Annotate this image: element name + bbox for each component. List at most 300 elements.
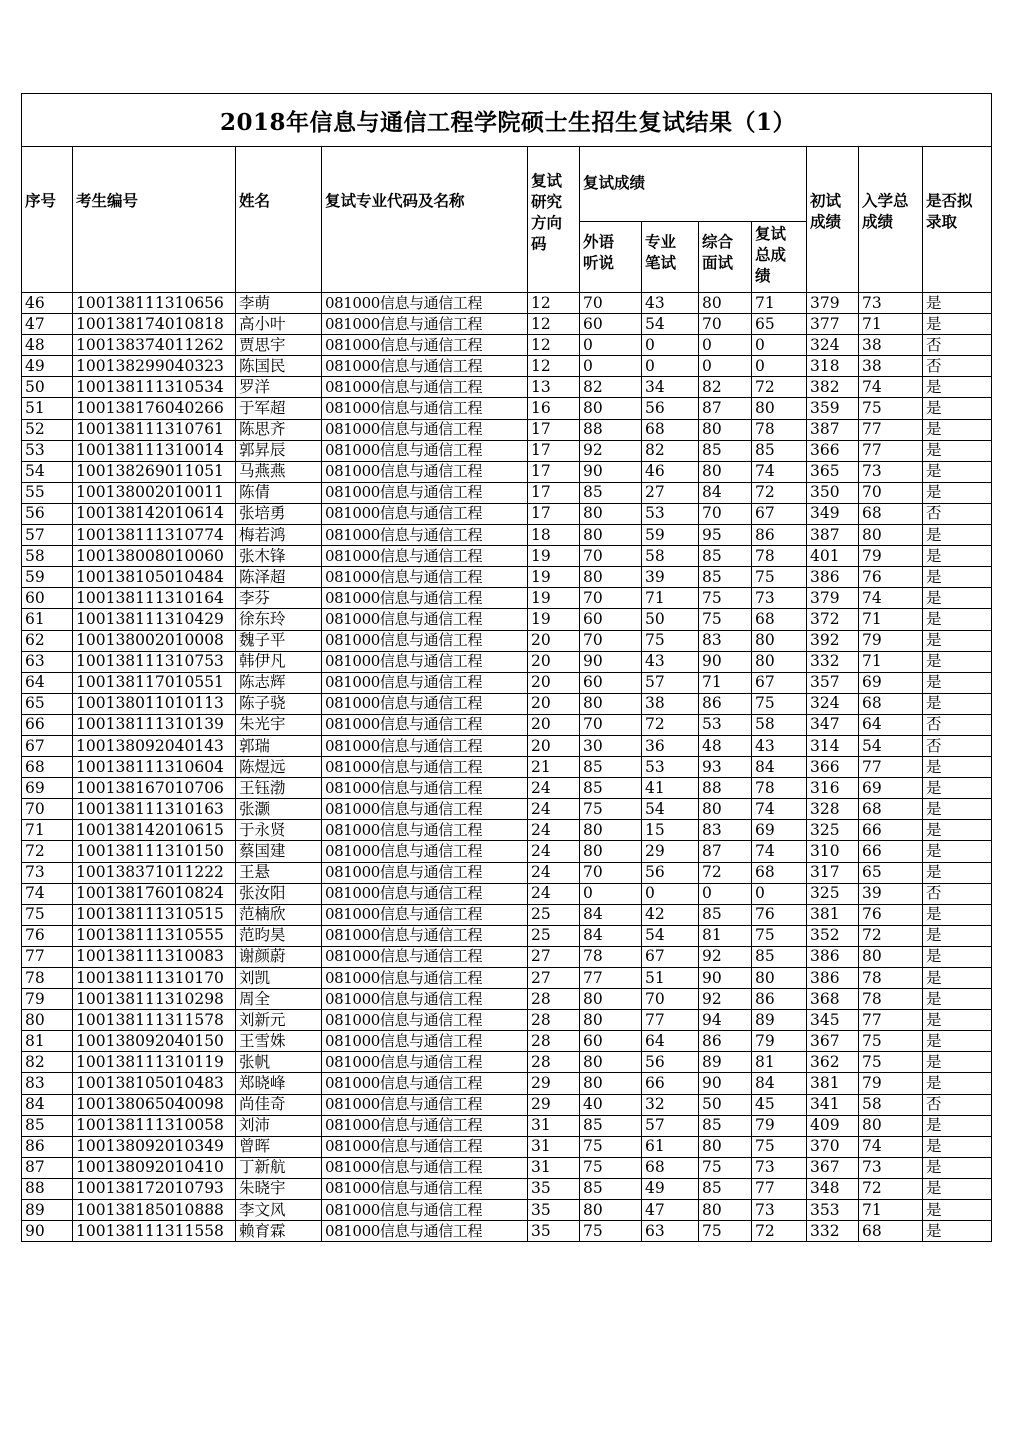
cell-admit: 是: [923, 1115, 992, 1136]
cell-admit: 是: [923, 398, 992, 419]
cell-major: 081000信息与通信工程: [322, 1136, 528, 1157]
cell-admission-total: 38: [859, 356, 923, 377]
cell-admission-total: 77: [859, 440, 923, 461]
cell-exam-no: 100138172010793: [73, 1178, 236, 1199]
page-title: 2018年信息与通信工程学院硕士生招生复试结果（1）: [22, 94, 992, 147]
cell-retest-total: 79: [752, 1115, 807, 1136]
cell-retest-total: 84: [752, 1073, 807, 1094]
cell-retest-total: 0: [752, 335, 807, 356]
cell-prelim: 379: [807, 588, 859, 609]
table-row: [22, 1178, 992, 1199]
cell-name: 李萌: [236, 293, 322, 314]
cell-foreign: 80: [580, 503, 642, 524]
cell-seq: 54: [22, 461, 73, 482]
cell-admit: 否: [923, 714, 992, 735]
cell-major: 081000信息与通信工程: [322, 1094, 528, 1115]
cell-admission-total: 72: [859, 1178, 923, 1199]
cell-direction: 35: [528, 1178, 580, 1199]
cell-retest-total: 69: [752, 820, 807, 841]
cell-admit: 是: [923, 799, 992, 820]
cell-prelim: 314: [807, 735, 859, 756]
cell-name: 陈志辉: [236, 672, 322, 693]
cell-prelim: 386: [807, 946, 859, 967]
cell-foreign: 30: [580, 735, 642, 756]
cell-interview: 71: [699, 672, 752, 693]
cell-admit: 是: [923, 672, 992, 693]
cell-prelim: 332: [807, 651, 859, 672]
cell-interview: 85: [699, 1178, 752, 1199]
cell-retest-total: 0: [752, 883, 807, 904]
cell-interview: 86: [699, 693, 752, 714]
table-row: [22, 503, 992, 524]
cell-interview: 81: [699, 925, 752, 946]
cell-admission-total: 73: [859, 461, 923, 482]
cell-admit: 是: [923, 525, 992, 546]
cell-major: 081000信息与通信工程: [322, 398, 528, 419]
cell-admission-total: 79: [859, 630, 923, 651]
table-row: [22, 820, 992, 841]
cell-direction: 25: [528, 904, 580, 925]
cell-prelim: 381: [807, 904, 859, 925]
cell-admit: 是: [923, 1073, 992, 1094]
cell-exam-no: 100138111310774: [73, 525, 236, 546]
cell-admission-total: 71: [859, 1200, 923, 1221]
cell-admit: 是: [923, 567, 992, 588]
cell-interview: 92: [699, 946, 752, 967]
cell-name: 张培勇: [236, 503, 322, 524]
table-row: [22, 1200, 992, 1221]
table-row: [22, 293, 992, 314]
cell-interview: 87: [699, 841, 752, 862]
cell-prelim: 349: [807, 503, 859, 524]
cell-direction: 17: [528, 461, 580, 482]
table-row: [22, 925, 992, 946]
cell-exam-no: 100138111311558: [73, 1221, 236, 1242]
cell-major: 081000信息与通信工程: [322, 1200, 528, 1221]
cell-foreign: 75: [580, 799, 642, 820]
cell-interview: 85: [699, 546, 752, 567]
cell-retest-total: 80: [752, 968, 807, 989]
cell-interview: 80: [699, 419, 752, 440]
cell-admission-total: 69: [859, 778, 923, 799]
cell-exam-no: 100138174010818: [73, 314, 236, 335]
cell-written: 0: [642, 335, 699, 356]
cell-written: 53: [642, 503, 699, 524]
cell-direction: 27: [528, 946, 580, 967]
cell-retest-total: 65: [752, 314, 807, 335]
cell-written: 38: [642, 693, 699, 714]
cell-direction: 29: [528, 1094, 580, 1115]
cell-seq: 72: [22, 841, 73, 862]
table-row: [22, 1010, 992, 1031]
cell-admit: 是: [923, 757, 992, 778]
cell-name: 朱晓宇: [236, 1178, 322, 1199]
cell-exam-no: 100138002010008: [73, 630, 236, 651]
cell-name: 王雪姝: [236, 1031, 322, 1052]
cell-prelim: 387: [807, 525, 859, 546]
cell-seq: 89: [22, 1200, 73, 1221]
cell-retest-total: 89: [752, 1010, 807, 1031]
cell-seq: 63: [22, 651, 73, 672]
cell-major: 081000信息与通信工程: [322, 482, 528, 503]
cell-prelim: 324: [807, 693, 859, 714]
cell-interview: 85: [699, 904, 752, 925]
cell-direction: 19: [528, 609, 580, 630]
cell-seq: 84: [22, 1094, 73, 1115]
cell-seq: 83: [22, 1073, 73, 1094]
cell-foreign: 80: [580, 820, 642, 841]
header-row-1: [22, 147, 992, 222]
table-row: [22, 461, 992, 482]
cell-exam-no: 100138008010060: [73, 546, 236, 567]
cell-seq: 67: [22, 735, 73, 756]
cell-retest-total: 74: [752, 461, 807, 482]
cell-seq: 60: [22, 588, 73, 609]
cell-major: 081000信息与通信工程: [322, 968, 528, 989]
cell-prelim: 386: [807, 968, 859, 989]
cell-retest-total: 78: [752, 546, 807, 567]
cell-direction: 17: [528, 482, 580, 503]
header-admit: 是否拟 录取: [923, 147, 992, 293]
cell-foreign: 80: [580, 841, 642, 862]
cell-seq: 66: [22, 714, 73, 735]
cell-admit: 是: [923, 440, 992, 461]
cell-foreign: 80: [580, 1073, 642, 1094]
cell-admit: 是: [923, 1031, 992, 1052]
cell-direction: 12: [528, 356, 580, 377]
cell-major: 081000信息与通信工程: [322, 1178, 528, 1199]
table-row: [22, 588, 992, 609]
cell-admission-total: 68: [859, 1221, 923, 1242]
cell-interview: 83: [699, 630, 752, 651]
cell-written: 56: [642, 862, 699, 883]
cell-retest-total: 74: [752, 841, 807, 862]
cell-admit: 是: [923, 419, 992, 440]
cell-exam-no: 100138185010888: [73, 1200, 236, 1221]
cell-exam-no: 100138111310753: [73, 651, 236, 672]
cell-prelim: 348: [807, 1178, 859, 1199]
cell-written: 77: [642, 1010, 699, 1031]
cell-admission-total: 39: [859, 883, 923, 904]
cell-major: 081000信息与通信工程: [322, 820, 528, 841]
cell-major: 081000信息与通信工程: [322, 503, 528, 524]
cell-foreign: 70: [580, 630, 642, 651]
cell-exam-no: 100138371011222: [73, 862, 236, 883]
cell-major: 081000信息与通信工程: [322, 1115, 528, 1136]
cell-seq: 58: [22, 546, 73, 567]
cell-name: 周全: [236, 989, 322, 1010]
cell-prelim: 345: [807, 1010, 859, 1031]
cell-seq: 57: [22, 525, 73, 546]
cell-seq: 77: [22, 946, 73, 967]
cell-foreign: 78: [580, 946, 642, 967]
cell-name: 范楠欣: [236, 904, 322, 925]
cell-major: 081000信息与通信工程: [322, 377, 528, 398]
cell-written: 57: [642, 1115, 699, 1136]
cell-admit: 是: [923, 1221, 992, 1242]
cell-interview: 85: [699, 1115, 752, 1136]
cell-major: 081000信息与通信工程: [322, 1052, 528, 1073]
header-interview: 综合 面试: [699, 222, 752, 293]
cell-admit: 是: [923, 651, 992, 672]
cell-major: 081000信息与通信工程: [322, 609, 528, 630]
cell-seq: 62: [22, 630, 73, 651]
cell-interview: 75: [699, 609, 752, 630]
cell-prelim: 409: [807, 1115, 859, 1136]
cell-prelim: 382: [807, 377, 859, 398]
cell-exam-no: 100138111310083: [73, 946, 236, 967]
cell-interview: 88: [699, 778, 752, 799]
cell-major: 081000信息与通信工程: [322, 778, 528, 799]
cell-written: 50: [642, 609, 699, 630]
cell-admission-total: 77: [859, 757, 923, 778]
cell-written: 70: [642, 989, 699, 1010]
cell-seq: 65: [22, 693, 73, 714]
cell-admission-total: 75: [859, 1031, 923, 1052]
cell-direction: 18: [528, 525, 580, 546]
cell-admission-total: 71: [859, 609, 923, 630]
cell-seq: 74: [22, 883, 73, 904]
cell-foreign: 0: [580, 356, 642, 377]
cell-admit: 否: [923, 883, 992, 904]
table-row: [22, 799, 992, 820]
cell-name: 张帆: [236, 1052, 322, 1073]
cell-admit: 是: [923, 1200, 992, 1221]
cell-foreign: 88: [580, 419, 642, 440]
table-row: [22, 567, 992, 588]
cell-foreign: 90: [580, 651, 642, 672]
cell-written: 49: [642, 1178, 699, 1199]
cell-major: 081000信息与通信工程: [322, 714, 528, 735]
cell-exam-no: 100138111310429: [73, 609, 236, 630]
cell-direction: 24: [528, 820, 580, 841]
cell-direction: 24: [528, 778, 580, 799]
cell-interview: 80: [699, 461, 752, 482]
cell-foreign: 77: [580, 968, 642, 989]
cell-exam-no: 100138105010484: [73, 567, 236, 588]
cell-interview: 85: [699, 440, 752, 461]
cell-interview: 75: [699, 1157, 752, 1178]
cell-exam-no: 100138111310164: [73, 588, 236, 609]
cell-exam-no: 100138176010824: [73, 883, 236, 904]
table-row: [22, 419, 992, 440]
cell-direction: 28: [528, 989, 580, 1010]
cell-interview: 82: [699, 377, 752, 398]
cell-major: 081000信息与通信工程: [322, 335, 528, 356]
cell-written: 82: [642, 440, 699, 461]
cell-prelim: 325: [807, 883, 859, 904]
cell-exam-no: 100138111310119: [73, 1052, 236, 1073]
cell-exam-no: 100138167010706: [73, 778, 236, 799]
cell-admission-total: 78: [859, 968, 923, 989]
cell-written: 63: [642, 1221, 699, 1242]
cell-foreign: 85: [580, 757, 642, 778]
cell-foreign: 0: [580, 335, 642, 356]
cell-written: 75: [642, 630, 699, 651]
cell-name: 于永贤: [236, 820, 322, 841]
cell-foreign: 80: [580, 398, 642, 419]
cell-written: 71: [642, 588, 699, 609]
cell-admission-total: 69: [859, 672, 923, 693]
cell-retest-total: 72: [752, 377, 807, 398]
cell-name: 尚佳奇: [236, 1094, 322, 1115]
cell-foreign: 84: [580, 925, 642, 946]
cell-exam-no: 100138176040266: [73, 398, 236, 419]
cell-interview: 87: [699, 398, 752, 419]
cell-direction: 20: [528, 651, 580, 672]
cell-retest-total: 0: [752, 356, 807, 377]
cell-written: 43: [642, 651, 699, 672]
cell-major: 081000信息与通信工程: [322, 567, 528, 588]
cell-seq: 59: [22, 567, 73, 588]
cell-retest-total: 85: [752, 946, 807, 967]
cell-name: 郭瑞: [236, 735, 322, 756]
cell-retest-total: 73: [752, 1157, 807, 1178]
cell-admit: 否: [923, 503, 992, 524]
cell-direction: 20: [528, 735, 580, 756]
cell-prelim: 386: [807, 567, 859, 588]
cell-direction: 21: [528, 757, 580, 778]
cell-seq: 88: [22, 1178, 73, 1199]
cell-admission-total: 74: [859, 588, 923, 609]
cell-foreign: 80: [580, 1010, 642, 1031]
table-row: [22, 1073, 992, 1094]
table-row: [22, 714, 992, 735]
cell-seq: 78: [22, 968, 73, 989]
cell-seq: 68: [22, 757, 73, 778]
cell-direction: 17: [528, 419, 580, 440]
cell-interview: 93: [699, 757, 752, 778]
cell-exam-no: 100138142010615: [73, 820, 236, 841]
cell-written: 72: [642, 714, 699, 735]
cell-prelim: 362: [807, 1052, 859, 1073]
cell-exam-no: 100138111310298: [73, 989, 236, 1010]
cell-admission-total: 68: [859, 693, 923, 714]
cell-direction: 25: [528, 925, 580, 946]
cell-admission-total: 54: [859, 735, 923, 756]
cell-name: 赖育霖: [236, 1221, 322, 1242]
cell-written: 0: [642, 883, 699, 904]
cell-name: 张木锋: [236, 546, 322, 567]
cell-admit: 是: [923, 1052, 992, 1073]
cell-name: 梅若鸿: [236, 525, 322, 546]
cell-admission-total: 66: [859, 820, 923, 841]
cell-name: 谢颜蔚: [236, 946, 322, 967]
cell-written: 34: [642, 377, 699, 398]
cell-interview: 85: [699, 567, 752, 588]
cell-retest-total: 71: [752, 293, 807, 314]
cell-admit: 是: [923, 925, 992, 946]
cell-exam-no: 100138111310014: [73, 440, 236, 461]
cell-written: 15: [642, 820, 699, 841]
cell-interview: 95: [699, 525, 752, 546]
cell-major: 081000信息与通信工程: [322, 461, 528, 482]
cell-major: 081000信息与通信工程: [322, 1221, 528, 1242]
table-row: [22, 1031, 992, 1052]
cell-admission-total: 79: [859, 1073, 923, 1094]
cell-prelim: 332: [807, 1221, 859, 1242]
cell-exam-no: 100138111310604: [73, 757, 236, 778]
cell-major: 081000信息与通信工程: [322, 883, 528, 904]
cell-name: 丁新航: [236, 1157, 322, 1178]
cell-seq: 69: [22, 778, 73, 799]
cell-written: 61: [642, 1136, 699, 1157]
header-foreign: 外语 听说: [580, 222, 642, 293]
cell-foreign: 80: [580, 525, 642, 546]
cell-admit: 是: [923, 989, 992, 1010]
cell-major: 081000信息与通信工程: [322, 525, 528, 546]
cell-exam-no: 100138142010614: [73, 503, 236, 524]
cell-written: 43: [642, 293, 699, 314]
cell-prelim: 401: [807, 546, 859, 567]
cell-name: 朱光宇: [236, 714, 322, 735]
cell-direction: 20: [528, 672, 580, 693]
cell-foreign: 85: [580, 778, 642, 799]
cell-foreign: 85: [580, 482, 642, 503]
cell-exam-no: 100138117010551: [73, 672, 236, 693]
cell-major: 081000信息与通信工程: [322, 862, 528, 883]
cell-interview: 80: [699, 799, 752, 820]
cell-admit: 是: [923, 841, 992, 862]
cell-written: 64: [642, 1031, 699, 1052]
cell-direction: 20: [528, 714, 580, 735]
cell-prelim: 357: [807, 672, 859, 693]
cell-exam-no: 100138111311578: [73, 1010, 236, 1031]
cell-name: 陈子骁: [236, 693, 322, 714]
cell-admission-total: 77: [859, 419, 923, 440]
cell-interview: 75: [699, 588, 752, 609]
cell-admission-total: 73: [859, 293, 923, 314]
cell-prelim: 366: [807, 440, 859, 461]
cell-name: 李文风: [236, 1200, 322, 1221]
cell-major: 081000信息与通信工程: [322, 757, 528, 778]
cell-direction: 13: [528, 377, 580, 398]
cell-direction: 28: [528, 1052, 580, 1073]
table-row: [22, 482, 992, 503]
cell-major: 081000信息与通信工程: [322, 841, 528, 862]
cell-written: 41: [642, 778, 699, 799]
cell-interview: 86: [699, 1031, 752, 1052]
cell-seq: 46: [22, 293, 73, 314]
cell-written: 46: [642, 461, 699, 482]
cell-major: 081000信息与通信工程: [322, 651, 528, 672]
cell-admit: 是: [923, 377, 992, 398]
cell-written: 39: [642, 567, 699, 588]
table-row: [22, 1115, 992, 1136]
cell-seq: 81: [22, 1031, 73, 1052]
cell-foreign: 84: [580, 904, 642, 925]
cell-major: 081000信息与通信工程: [322, 946, 528, 967]
cell-admission-total: 64: [859, 714, 923, 735]
cell-written: 57: [642, 672, 699, 693]
cell-admission-total: 80: [859, 1115, 923, 1136]
cell-major: 081000信息与通信工程: [322, 356, 528, 377]
cell-major: 081000信息与通信工程: [322, 1010, 528, 1031]
cell-exam-no: 100138111310761: [73, 419, 236, 440]
cell-interview: 94: [699, 1010, 752, 1031]
cell-retest-total: 58: [752, 714, 807, 735]
cell-prelim: 392: [807, 630, 859, 651]
cell-major: 081000信息与通信工程: [322, 546, 528, 567]
cell-retest-total: 73: [752, 1200, 807, 1221]
cell-prelim: 372: [807, 609, 859, 630]
header-direction: 复试 研究 方向 码: [528, 147, 580, 293]
cell-admit: 否: [923, 735, 992, 756]
cell-major: 081000信息与通信工程: [322, 904, 528, 925]
title-row: [22, 94, 992, 147]
cell-major: 081000信息与通信工程: [322, 925, 528, 946]
table-row: [22, 440, 992, 461]
